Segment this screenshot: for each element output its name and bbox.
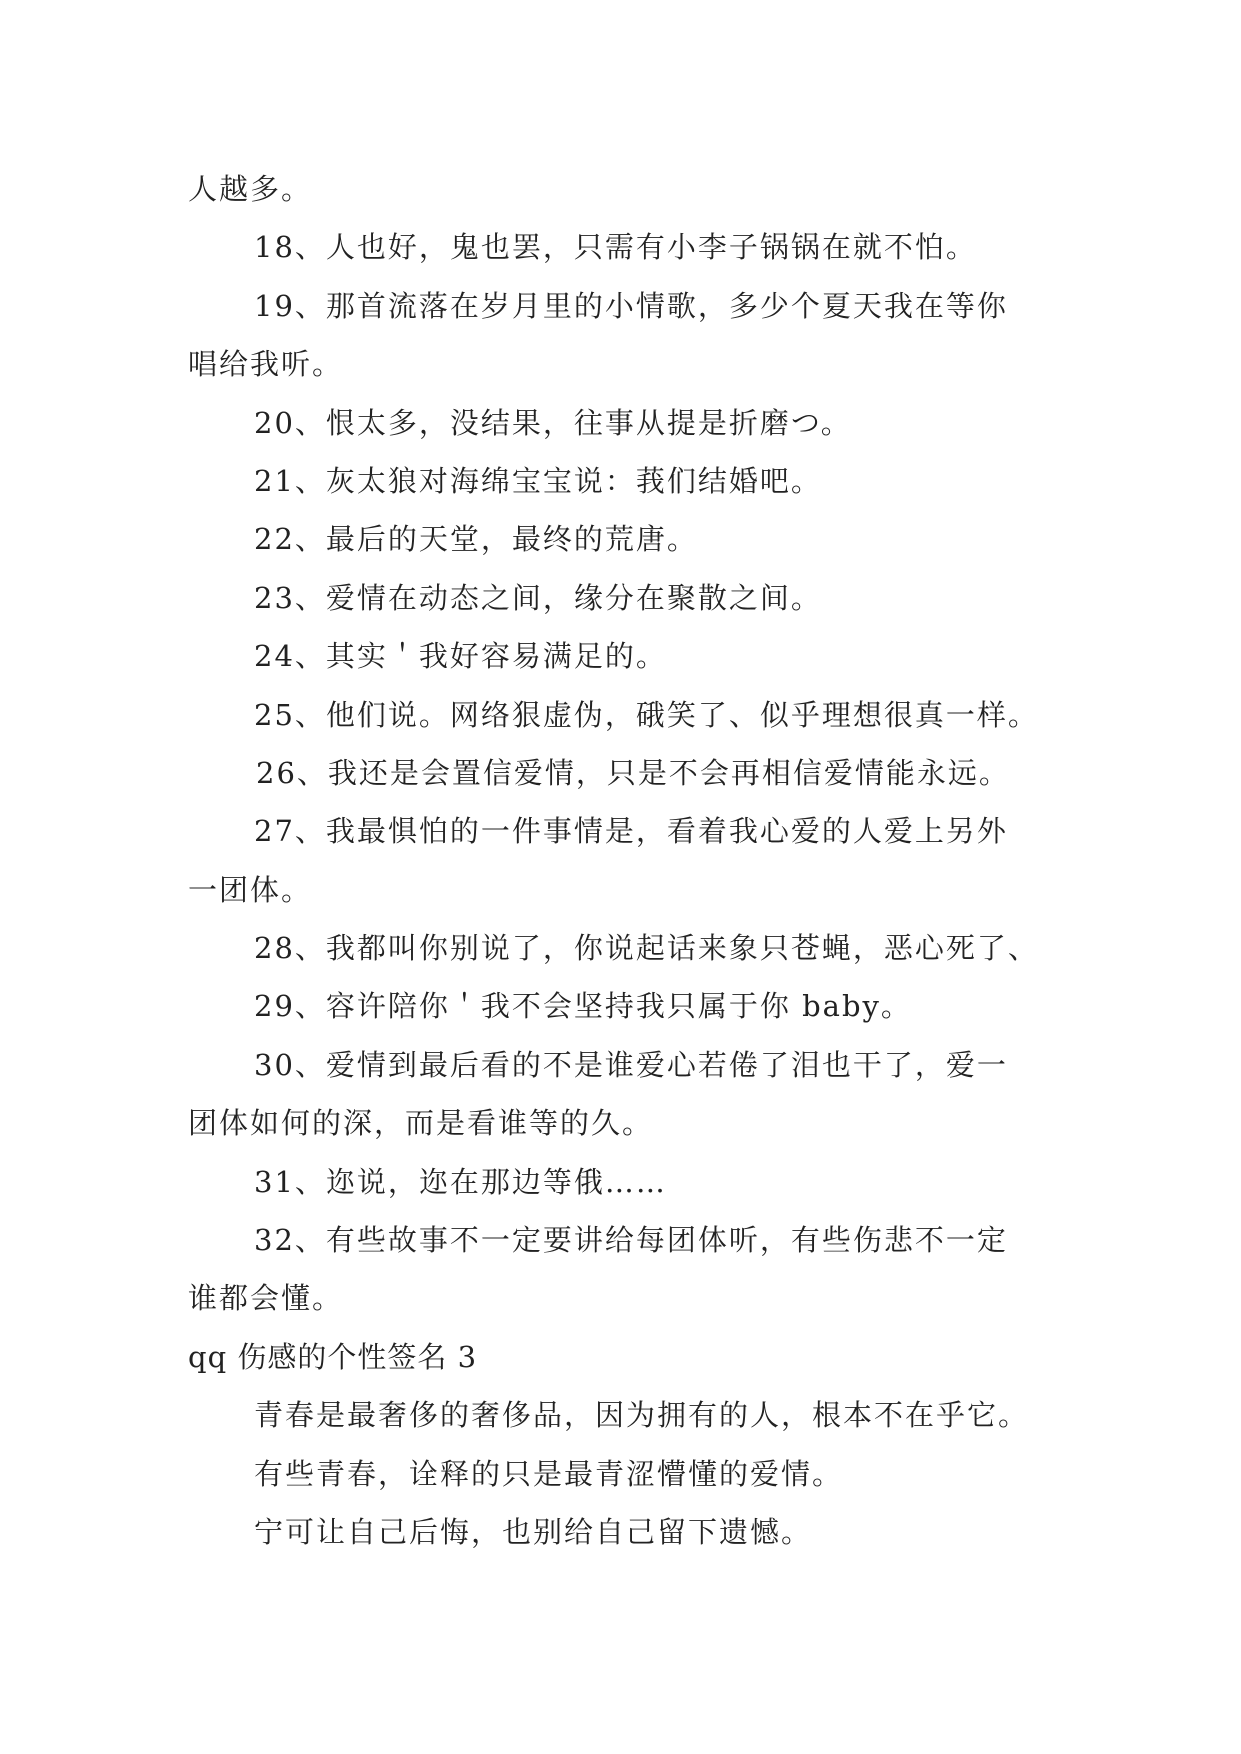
list-item-25: 25、他们说。网络狠虚伪，硪笑了、似乎理想很真一样。 (254, 697, 1039, 732)
list-item-18: 18、人也好，鬼也罢，只需有小李子锅锅在就不怕。 (254, 230, 977, 265)
list-item-22: 22、最后的天堂，最终的荒唐。 (254, 522, 698, 557)
text-line: 团体如何的深，而是看谁等的久。 (188, 1106, 654, 1141)
list-item-26: 26、我还是会置信爱情，只是不会再相信爱情能永远。 (256, 755, 1010, 790)
list-item-27: 27、我最惧怕的一件事情是，看着我心爱的人爱上另外 (254, 814, 1008, 849)
section-heading: qq 伤感的个性签名 3 (188, 1339, 478, 1374)
paragraph: 青春是最奢侈的奢侈品，因为拥有的人，根本不在乎它。 (254, 1398, 1030, 1433)
text-line: 一团体。 (188, 872, 313, 907)
text-line: 唱给我听。 (188, 347, 344, 382)
list-item-28: 28、我都叫你别说了，你说起话来象只苍蝇，恶心死了、 (254, 931, 1039, 966)
list-item-19: 19、那首流落在岁月里的小情歌，多少个夏天我在等你 (254, 288, 1008, 323)
paragraph: 有些青春，诠释的只是最青涩懵懂的爱情。 (254, 1456, 844, 1491)
list-item-21: 21、灰太狼对海绵宝宝说：莪们结婚吧。 (254, 463, 822, 498)
list-item-31: 31、迩说，迩在那边等俄…… (254, 1164, 667, 1199)
list-item-32: 32、有些故事不一定要讲给每团体听，有些伤悲不一定 (254, 1223, 1008, 1258)
document-body (188, 160, 1088, 1561)
list-item-30: 30、爱情到最后看的不是谁爱心若倦了泪也干了，爱一 (254, 1047, 1008, 1082)
text-line: 人越多。 (188, 172, 313, 206)
text-line: 谁都会懂。 (188, 1281, 344, 1316)
list-item-23: 23、爱情在动态之间，缘分在聚散之间。 (254, 580, 822, 615)
list-item-20: 20、恨太多，没结果，往事从提是折磨つ。 (254, 405, 852, 440)
paragraph: 宁可让自己后悔，也别给自己留下遗憾。 (254, 1514, 813, 1549)
list-item-29: 29、容许陪你＇我不会坚持我只属于你 baby。 (254, 989, 912, 1024)
list-item-24: 24、其实＇我好容易满足的。 (254, 639, 667, 674)
